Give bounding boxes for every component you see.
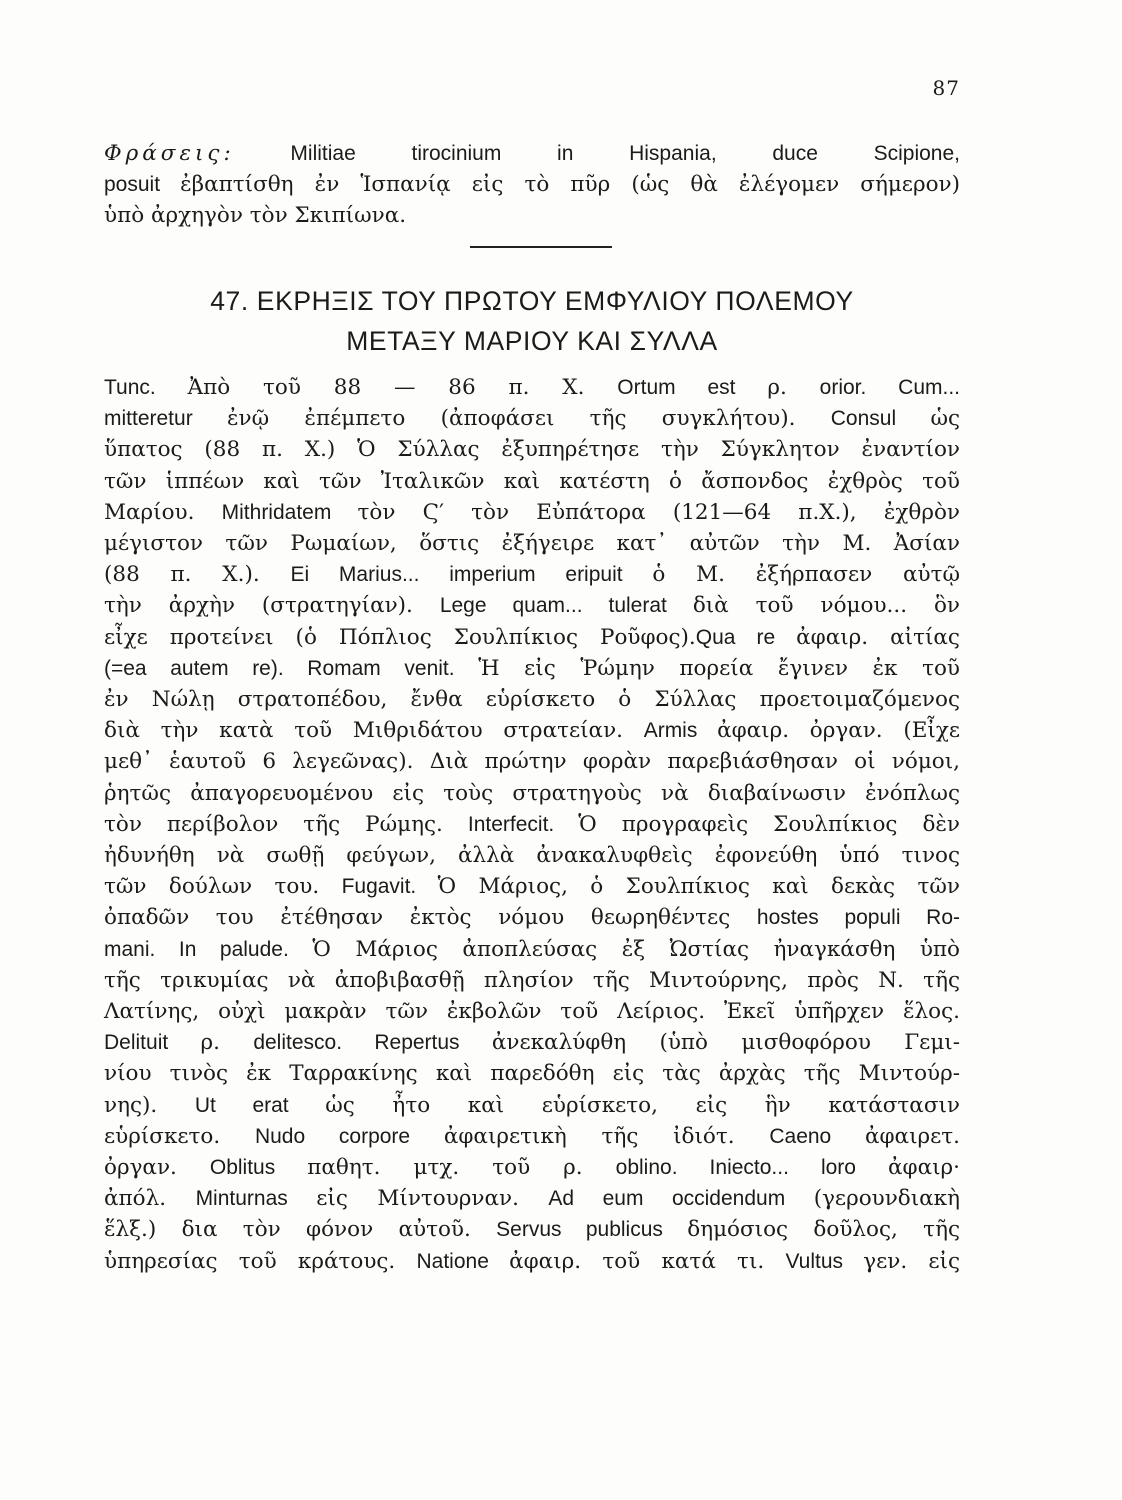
text-segment: ρ. (767, 375, 820, 400)
text-segment: orior. Cum... (819, 376, 961, 399)
body-line (104, 622, 960, 653)
text-segment: mitteretur (104, 407, 227, 431)
text-segment: Servus publicus (496, 1218, 688, 1242)
text-segment: ἀνεκαλύφθη (ὑπὸ μισθοφόρου Γεμι- (491, 1030, 960, 1056)
text-segment: hostes populi Ro- (756, 906, 960, 930)
text-segment: Ἀπὸ τοῦ 88 — 86 π. Χ. (187, 375, 618, 400)
body-line (104, 902, 960, 933)
body-paragraph (104, 372, 960, 1277)
text-segment: Delituit (104, 1031, 201, 1055)
text-segment: εὑρίσκετο. (104, 1123, 255, 1149)
text-segment: Μαρίου. (104, 499, 222, 525)
text-segment: ἐβαπτίσθη ἐν Ἱσπανίᾳ εἰς τὸ πῦρ (ὡς θὰ ἐλέγομεν σήμερον) (180, 172, 960, 198)
text-segment: ἀπόλ. (104, 1186, 196, 1212)
text-segment: ἀφαιρ. αἰτίας (796, 624, 960, 650)
phrases-label: Φράσεις: (104, 141, 235, 166)
body-line (104, 934, 960, 965)
text-segment: (γερουνδιακὴ (813, 1186, 960, 1212)
text-segment: διὰ τοῦ νόμου... ὃν (692, 593, 960, 619)
text-segment: Nudo corpore (254, 1124, 444, 1148)
text-segment: ἀφαιρετ. (864, 1123, 961, 1149)
body-line (104, 653, 960, 684)
body-line (104, 778, 960, 809)
text-segment: Armis (643, 719, 718, 743)
body-line (104, 715, 960, 746)
text-segment: posuit (104, 173, 181, 197)
body-line (104, 434, 960, 465)
phrases-line (104, 138, 960, 169)
text-segment: oblino. Iniecto... loro (615, 1156, 888, 1180)
text-segment: ἕλξ.) δια τὸν φόνον αὐτοῦ. (104, 1217, 497, 1243)
text-segment: Ortum est (617, 376, 768, 399)
text-segment: δημόσιος δοῦλος, τῆς (687, 1217, 960, 1243)
text-segment: ὀπαδῶν του ἐτέθησαν ἐκτὸς νόμου θεωρηθέντες (104, 905, 757, 931)
body-line (104, 1246, 960, 1277)
body-line (104, 466, 960, 497)
text-segment: διὰ τὴν κατὰ τοῦ Μιθριδάτου στρατείαν. (104, 718, 644, 744)
text-segment: Ad eum occidendum (548, 1187, 814, 1211)
text-segment: εἶχε προτείνει (ὁ Πόπλιος Σουλπίκιος Ροῦφος). (104, 624, 696, 650)
section-heading-line-1: 47. ΕΚΡΗΞΙΣ ΤΟΥ ΠΡΩΤΟΥ ΕΜΦΥΛΙΟΥ ΠΟΛΕΜΟΥ (210, 286, 854, 316)
text-segment: ῥητῶς ἀπαγορευομένου εἰς τοὺς στρατηγοὺς νὰ διαβαίνωσιν ἐνόπλως (104, 780, 960, 806)
body-line (104, 1121, 960, 1152)
text-segment: Interfecit. (467, 812, 579, 836)
text-segment: (88 π. Χ.). (104, 562, 291, 588)
body-line (104, 1214, 960, 1245)
text-segment: ἐνῷ ἐπέμπετο (ἀποφάσει τῆς συγκλήτου). (226, 406, 831, 432)
text-segment: τὸν περίβολον τῆς Ρώμης. (104, 811, 468, 837)
text-segment: delitesco. Repertus (253, 1031, 492, 1055)
text-segment: Militiae tirocinium in Hispania, duce Scipione, (234, 142, 960, 165)
body-line (104, 684, 960, 715)
text-segment: Consul (830, 407, 931, 431)
text-segment: Λατίνης, οὐχὶ μακρὰν τῶν ἐκβολῶν τοῦ Λείριος. Ἐκεῖ ὑπῆρχεν ἕλος. (104, 999, 960, 1025)
body-line (104, 528, 960, 559)
text-segment: ρ. (200, 1030, 254, 1056)
body-line (104, 1027, 960, 1058)
text-segment: τὴν ἀρχὴν (στρατηγίαν). (104, 593, 440, 619)
text-segment: τῆς τρικυμίας νὰ ἀποβιβασθῇ πλησίον τῆς Μιντούρνης, πρὸς Ν. τῆς (104, 967, 960, 993)
text-segment: ἐν Νώλῃ στρατοπέδου, ἔνθα εὑρίσκετο ὁ Σύλλας προετοιμαζόμενος (104, 687, 960, 713)
text-segment: ὕπατος (88 π. Χ.) Ὁ Σύλλας ἐξυπηρέτησε τὴν Σύγκλητον ἐναντίον (104, 437, 960, 463)
text-segment: Qua re (695, 625, 797, 649)
phrases-line (104, 169, 960, 200)
body-line (104, 403, 960, 434)
body-line (104, 497, 960, 528)
text-segment: mani. In palude. (104, 937, 313, 961)
section-divider (470, 246, 612, 248)
body-line (104, 746, 960, 777)
text-segment: ἠδυνήθη νὰ σωθῇ φεύγων, ἀλλὰ ἀνακαλυφθεὶς ἐφονεύθη ὑπό τινος (104, 843, 960, 869)
text-segment: Ὁ προγραφεὶς Σουλπίκιος δὲν (578, 811, 961, 837)
text-segment: ὑπὸ ἀρχηγὸν τὸν Σκιπίωνα. (104, 203, 407, 229)
body-line (104, 1058, 960, 1089)
body-line (104, 871, 960, 902)
text-segment: Ei Marius... imperium eripuit (290, 563, 653, 587)
text-segment: Ὁ Μάριος, ὁ Σουλπίκιος καὶ δεκὰς τῶν (437, 874, 960, 900)
text-segment: ἀφαιρετικὴ τῆς ἰδιότ. (443, 1123, 770, 1149)
text-segment: Ἡ εἰς Ῥώμην πορεία ἔγινεν ἐκ τοῦ (478, 655, 961, 681)
text-segment: Caeno (769, 1124, 865, 1148)
text-segment: γεν. εἰς (863, 1248, 960, 1274)
text-segment: ὑπηρεσίας τοῦ κράτους. (104, 1248, 417, 1274)
body-line (104, 590, 960, 621)
text-segment: Ut erat (194, 1093, 326, 1117)
text-segment: μέγιστον τῶν Ρωμαίων, ὅστις ἐξήγειρε κατ᾽ αὐτῶν τὴν Μ. Ἀσίαν (104, 531, 960, 557)
text-segment: ὡς ἦτο καὶ εὑρίσκετο, εἰς ἣν κατάστασιν (325, 1092, 960, 1118)
text-segment: ἀφαιρ· (888, 1155, 960, 1181)
section-heading-line-2: ΜΕΤΑΞΥ ΜΑΡΙΟΥ ΚΑΙ ΣΥΛΛΑ (346, 326, 718, 356)
text-segment: (=ea autem re). Romam venit. (104, 656, 479, 680)
body-line (104, 372, 960, 403)
text-segment: Natione (416, 1249, 510, 1273)
phrases-paragraph (104, 138, 960, 232)
text-segment: ὁ Μ. ἐξήρπασεν αὐτῷ (652, 562, 960, 588)
text-segment: τῶν δούλων του. (104, 874, 342, 900)
text-segment: Ὁ Μάριος ἀποπλεύσας ἐξ Ὠστίας ἠναγκάσθη ὑπὸ (312, 936, 960, 962)
text-segment: τῶν ἱππέων καὶ τῶν Ἰταλικῶν καὶ κατέστη ὁ ἄσπονδος ἐχθρὸς τοῦ (104, 468, 960, 494)
body-line (104, 1090, 960, 1121)
text-segment: Oblitus (209, 1156, 308, 1180)
text-segment: ὡς (930, 406, 961, 432)
body-line (104, 559, 960, 590)
body-line (104, 965, 960, 996)
phrases-line (104, 200, 960, 231)
text-segment: παθητ. μτχ. τοῦ ρ. (307, 1155, 616, 1181)
page-number: 87 (932, 76, 960, 100)
text-segment: τὸν Ϛ′ τὸν Εὐπάτορα (121—64 π.Χ.), ἐχθρὸν (357, 499, 960, 525)
text-segment: ὀργαν. (104, 1155, 210, 1181)
text-segment: ἀφαιρ. τοῦ κατά τι. (509, 1248, 786, 1274)
text-segment: ἀφαιρ. ὀργαν. (Εἶχε (717, 718, 961, 744)
text-segment: Vultus (785, 1249, 864, 1273)
text-segment: Tunc. (104, 376, 188, 399)
body-line (104, 996, 960, 1027)
body-line (104, 840, 960, 871)
body-line (104, 1183, 960, 1214)
text-segment: Fugavit. (341, 875, 438, 899)
body-line (104, 1152, 960, 1183)
text-segment: μεθ᾽ ἑαυτοῦ 6 λεγεῶνας). Διὰ πρώτην φορὰν παρεβιάσθησαν οἱ νόμοι, (104, 749, 960, 775)
text-segment: νίου τινὸς ἐκ Ταρρακίνης καὶ παρεδόθη εἰς τὰς ἀρχὰς τῆς Μιντούρ- (104, 1061, 960, 1087)
text-segment: νης). (104, 1092, 195, 1118)
text-segment: Minturnas (195, 1187, 317, 1211)
text-segment: εἰς Μίντουρναν. (316, 1186, 549, 1212)
body-line (104, 809, 960, 840)
text-segment: Mithridatem (221, 500, 358, 524)
text-segment: Lege quam... tulerat (439, 594, 693, 618)
